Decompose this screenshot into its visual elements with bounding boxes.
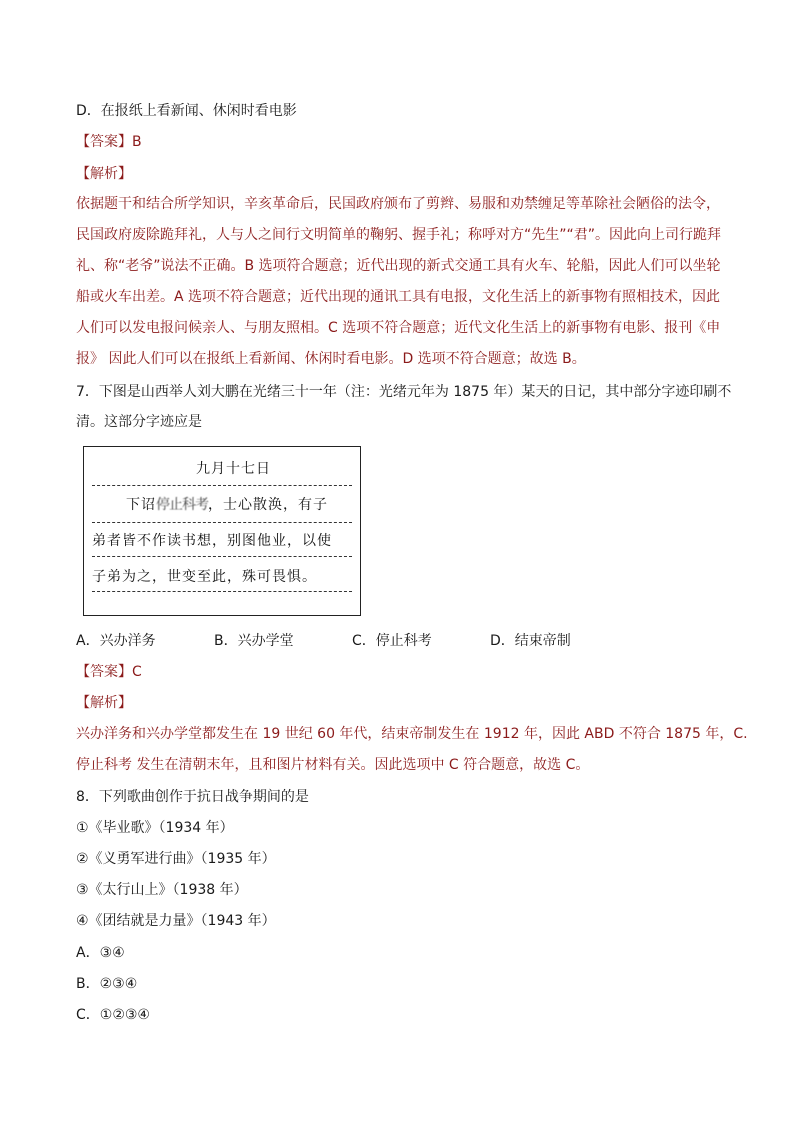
diary-line-1 [126, 494, 328, 514]
diary-line-1-end: ，士心散涣，有子 [208, 497, 328, 513]
q8-item: ④《团结就是力量》（1943 年） [76, 913, 276, 929]
q6-analysis-line: 人们可以发电报问候亲人、与朋友照相。C 选项不符合题意；近代文化生活上的新事物有电影、报刊《申 [76, 320, 721, 336]
diary-divider [92, 522, 352, 523]
q6-analysis-line: 依据题干和结合所学知识，辛亥革命后，民国政府颁布了剪辫、易服和劝禁缠足等革除社会陋俗的法令， [76, 196, 720, 212]
q6-analysis-line: 报》 因此人们可以在报纸上看新闻、休闲时看电影。D 选项不符合题意；故选 B。 [76, 351, 586, 367]
q7-stem-line-2: 清。这部分字迹应是 [76, 414, 202, 430]
q8-item: ②《义勇军进行曲》（1935 年） [76, 851, 276, 867]
q7-option-d: D．结束帝制 [490, 633, 571, 649]
q8-item: ①《毕业歌》（1934 年） [76, 820, 234, 836]
q8-option-a: A．③④ [76, 945, 125, 961]
blurred-text: 停止科考 [156, 497, 208, 513]
q7-option-b: B．兴办学堂 [214, 633, 294, 649]
q7-option-a: A．兴办洋务 [76, 633, 156, 649]
q6-analysis-line: 民国政府废除跪拜礼，人与人之间行文明简单的鞠躬、握手礼；称呼对方“先生”“君”。因此向上司行跪拜 [76, 227, 722, 243]
q8-item: ③《太行山上》（1938 年） [76, 882, 248, 898]
q7-stem-line-1: 7．下图是山西举人刘大鹏在光绪三十一年（注：光绪元年为 1875 年）某天的日记，其中部分字迹印刷不 [76, 384, 732, 400]
q7-analysis [76, 719, 748, 781]
q6-analysis-line: 船或火车出差。A 选项不符合题意；近代出现的通讯工具有电报，文化生活上的新事物有照相技术，因此 [76, 289, 721, 305]
diary-line-3: 子弟为之，世变至此，殊可畏惧。 [92, 569, 317, 585]
q8-option-c: C．①②③④ [76, 1007, 150, 1023]
diary-line-2: 弟者皆不作读书想，别图他业，以使 [92, 533, 332, 549]
q6-analysis [76, 189, 726, 375]
q8-option-b: B．②③④ [76, 976, 138, 992]
q7-analysis-line: 兴办洋务和兴办学堂都发生在 19 世纪 60 年代，结束帝制发生在 1912 年，因此 ABD 不符合 1875 年，C. [76, 726, 748, 742]
q7-answer: 【答案】C [76, 664, 142, 680]
q6-answer: 【答案】B [76, 134, 142, 150]
q7-option-c: C．停止科考 [352, 633, 432, 649]
diary-date: 九月十七日 [196, 461, 271, 477]
q7-analysis-label: 【解析】 [76, 695, 132, 711]
q6-analysis-line: 礼、称“老爷”说法不正确。B 选项符合题意；近代出现的新式交通工具有火车、轮船，因此人们可以坐轮 [76, 258, 721, 274]
diary-image [83, 446, 361, 616]
q8-stem: 8．下列歌曲创作于抗日战争期间的是 [76, 789, 309, 805]
q6-analysis-label: 【解析】 [76, 166, 132, 182]
q6-option-d: D．在报纸上看新闻、休闲时看电影 [76, 103, 297, 119]
diary-divider [92, 485, 352, 486]
diary-divider [92, 591, 352, 592]
q7-analysis-line: 停止科考 发生在清朝末年，且和图片材料有关。因此选项中 C 符合题意，故选 C。 [76, 757, 590, 773]
diary-divider [92, 556, 352, 557]
diary-line-1-start: 下诏 [126, 497, 156, 513]
